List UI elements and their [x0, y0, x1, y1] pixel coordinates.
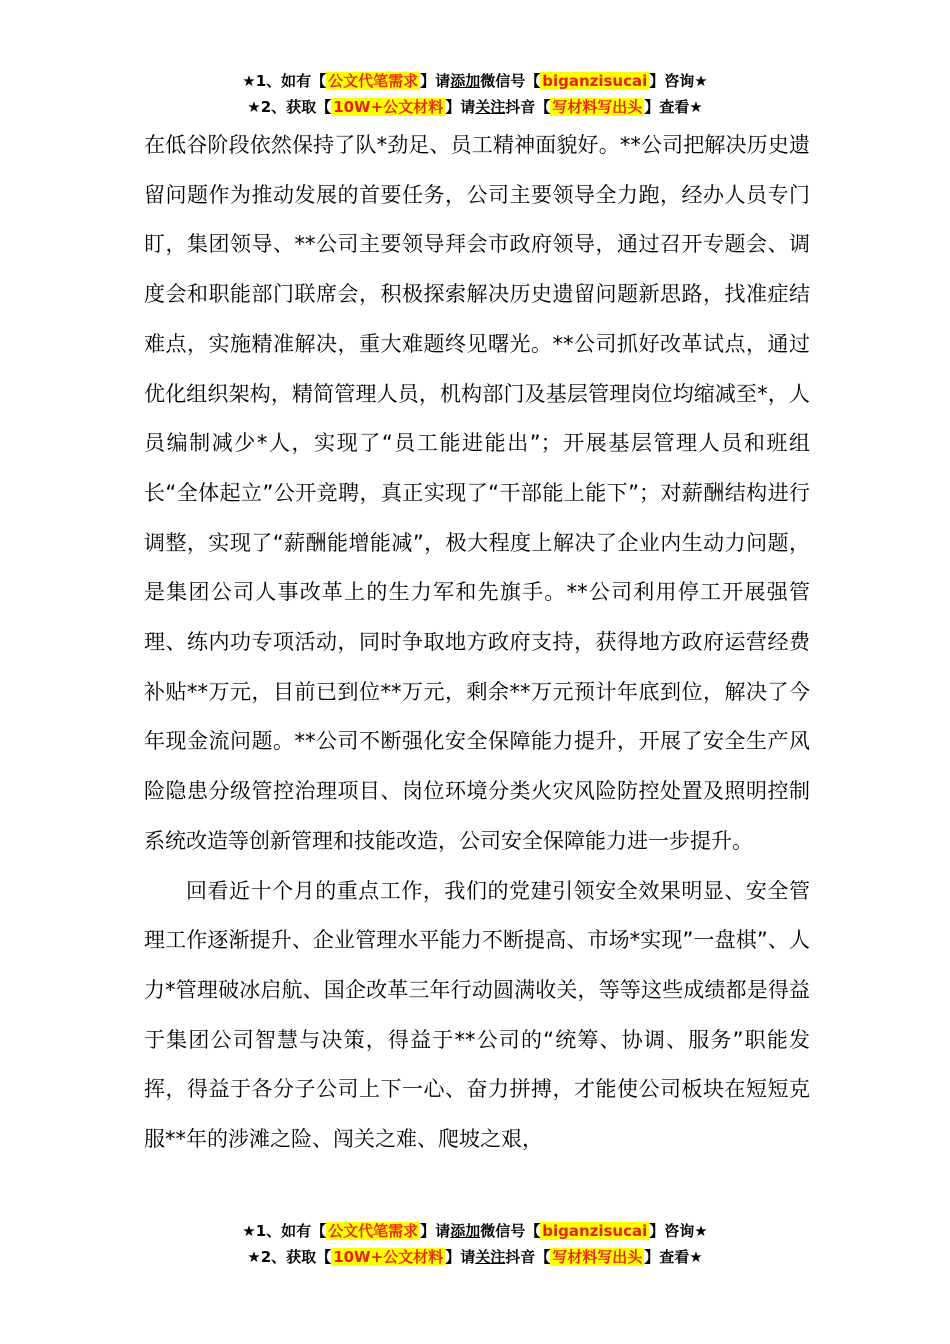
- banner-emphasis: 添加: [450, 1222, 481, 1240]
- banner-line-2: [0, 94, 950, 120]
- banner-text: 】查看★: [644, 98, 703, 116]
- banner-highlight: 写材料写出头: [552, 1248, 643, 1266]
- banner-text: 抖音【: [505, 1248, 551, 1266]
- paragraph-1: 在低谷阶段依然保持了队*劲足、员工精神面貌好。**公司把解决历史遗留问题作为推动发展的首要任务，公司主要领导全力跑，经办人员专门盯，集团领导、**公司主要领导拜会市政府领导，通过召开专题会、调度会和职能部门联席会，积极探索解决历史遗留问题新思路，找准症结难点，实施精准解决，重大难题终见曙光。**公司抓好改革试点，通过优化组织架构，精简管理人员，机构部门及基层管理岗位均缩减至*，人员编制减少*人，实现了“员工能进能出”；开展基层管理人员和班组长“全体起立”公开竞聘，真正实现了“干部能上能下”；对薪酬结构进行调整，实现了“薪酬能增能减”，极大程度上解决了企业内生动力问题，是集团公司人事改革上的生力军和先旗手。**公司利用停工开展强管理、练内功专项活动，同时争取地方政府支持，获得地方政府运营经费补贴**万元，目前已到位**万元，剩余**万元预计年底到位，解决了今年现金流问题。**公司不断强化安全保障能力提升，开展了安全生产风险隐患分级管控治理项目、岗位环境分类火灾风险防控处置及照明控制系统改造等创新管理和技能改造，公司安全保障能力进一步提升。: [144, 133, 810, 853]
- banner-line-2: [0, 1244, 950, 1270]
- banner-text: ★2、获取【: [247, 1248, 332, 1266]
- banner-emphasis: 关注: [475, 98, 506, 116]
- banner-line-1: [0, 1218, 950, 1244]
- banner-text: 】请: [445, 1248, 476, 1266]
- banner-text: 】请: [445, 98, 476, 116]
- header-banner: [0, 68, 950, 120]
- banner-highlight: biganzisucai: [542, 1222, 648, 1240]
- banner-text: 微信号【: [480, 72, 541, 90]
- document-body: [144, 121, 810, 1165]
- banner-text: 】请: [420, 72, 451, 90]
- banner-text: ★1、如有【: [242, 1222, 327, 1240]
- paragraph-2: 回看近十个月的重点工作，我们的党建引领安全效果明显、安全管理工作逐渐提升、企业管理水平能力不断提高、市场*实现”一盘棋”、人力*管理破冰启航、国企改革三年行动圆满收关，等等这些成绩都是得益于集团公司智慧与决策，得益于**公司的“统筹、协调、服务”职能发挥，得益于各分子公司上下一心、奋力拼搏，才能使公司板块在短短克服**年的涉滩之险、闯关之难、爬坡之艰，: [144, 878, 810, 1152]
- banner-highlight: biganzisucai: [542, 72, 648, 90]
- banner-text: 】请: [420, 1222, 451, 1240]
- banner-highlight: 公文代笔需求: [328, 72, 419, 90]
- footer-banner: [0, 1218, 950, 1270]
- banner-emphasis: 添加: [450, 72, 481, 90]
- banner-text: ★1、如有【: [242, 72, 327, 90]
- banner-highlight: 公文代笔需求: [328, 1222, 419, 1240]
- banner-text: 抖音【: [505, 98, 551, 116]
- banner-text: ★2、获取【: [247, 98, 332, 116]
- banner-text: 】咨询★: [649, 1222, 708, 1240]
- banner-text: 微信号【: [480, 1222, 541, 1240]
- banner-emphasis: 关注: [475, 1248, 506, 1266]
- banner-highlight: 10W+公文材料: [333, 1248, 444, 1266]
- banner-highlight: 写材料写出头: [552, 98, 643, 116]
- banner-highlight: 10W+公文材料: [333, 98, 444, 116]
- banner-text: 】咨询★: [649, 72, 708, 90]
- banner-line-1: [0, 68, 950, 94]
- banner-text: 】查看★: [644, 1248, 703, 1266]
